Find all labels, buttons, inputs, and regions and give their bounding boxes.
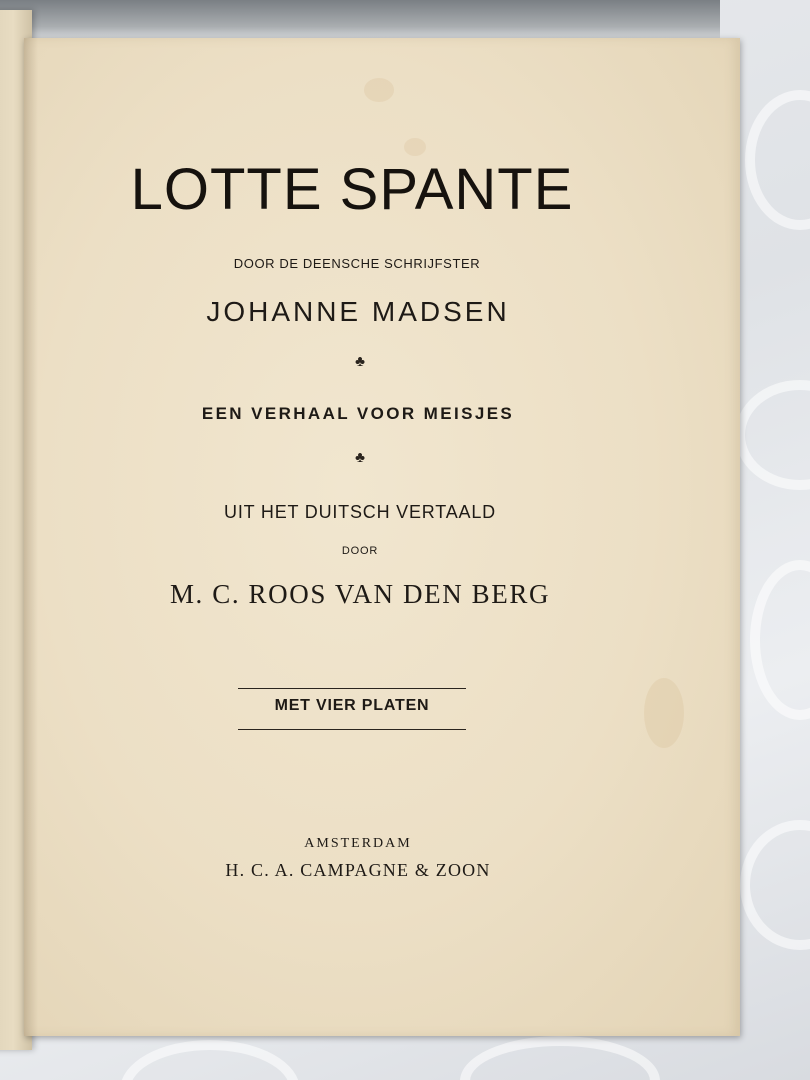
plates-rule-box <box>238 688 466 730</box>
tablecloth-pattern <box>460 1036 660 1080</box>
club-ornament-icon: ♣ <box>355 450 365 466</box>
publisher-name: H. C. A. CAMPAGNE & ZOON <box>225 860 491 880</box>
publication-city: AMSTERDAM <box>304 836 412 851</box>
paper-stain <box>644 678 684 748</box>
paper-stain <box>364 78 394 102</box>
tablecloth-pattern <box>740 820 810 950</box>
author-name: JOHANNE MADSEN <box>206 296 510 327</box>
tablecloth-pattern <box>735 380 810 490</box>
translator-name: M. C. ROOS VAN DEN BERG <box>169 579 551 609</box>
tablecloth-pattern <box>745 90 810 230</box>
translator-intro: DOOR <box>341 545 379 557</box>
book-title: LOTTE SPANTE <box>130 157 574 222</box>
tablecloth-pattern <box>120 1040 300 1080</box>
translation-note: UIT HET DUITSCH VERTAALD <box>224 502 496 522</box>
title-page <box>24 38 740 1036</box>
author-intro: DOOR DE DEENSCHE SCHRIJFSTER <box>233 256 481 271</box>
paper-stain <box>404 138 426 156</box>
tablecloth-pattern <box>750 560 810 720</box>
plates-note: MET VIER PLATEN <box>274 697 430 714</box>
club-ornament-icon: ♣ <box>355 354 365 370</box>
genre-line: EEN VERHAAL VOOR MEISJES <box>201 404 515 423</box>
